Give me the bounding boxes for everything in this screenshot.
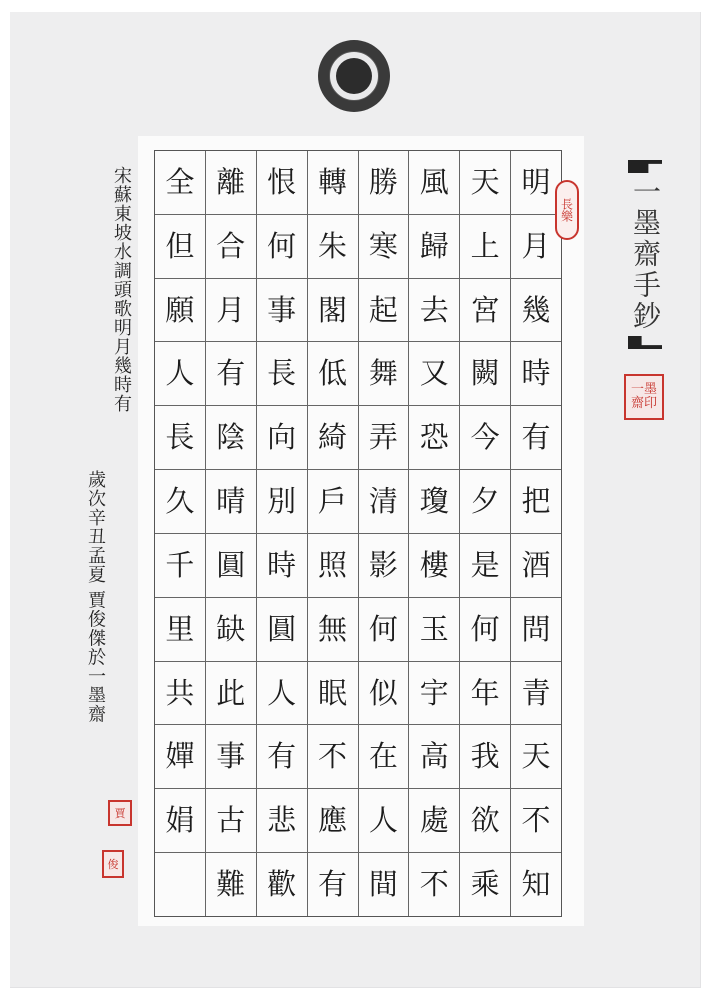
grid-cell-character: 玉 xyxy=(409,598,459,662)
grid-cell-character: 古 xyxy=(206,789,256,853)
page-title: 一墨齋手鈔 xyxy=(629,177,662,332)
grid-cell-character: 何 xyxy=(460,598,510,662)
grid-cell-character: 悲 xyxy=(257,789,307,853)
grid-cell-character: 起 xyxy=(359,279,409,343)
grid-column xyxy=(256,151,307,916)
grid-cell-character: 朱 xyxy=(308,215,358,279)
seal-small-name-2: 俊 xyxy=(102,850,124,878)
character-grid xyxy=(154,150,562,917)
grid-cell-character: 風 xyxy=(409,151,459,215)
grid-cell-character: 共 xyxy=(155,662,205,726)
grid-cell-character: 不 xyxy=(419,867,449,902)
grid-cell-character: 恨 xyxy=(257,151,307,215)
grid-cell-character: 影 xyxy=(359,534,409,598)
grid-cell-character: 知 xyxy=(521,867,551,902)
grid-cell-character: 離 xyxy=(206,151,256,215)
grid-cell-character: 有 xyxy=(257,725,307,789)
grid-cell-character: 嬋 xyxy=(155,725,205,789)
grid-cell-character: 何 xyxy=(359,598,409,662)
grid-cell-character: 是 xyxy=(460,534,510,598)
grid-cell-character: 但 xyxy=(155,215,205,279)
grid-cell-character: 今 xyxy=(460,406,510,470)
grid-cell-character: 照 xyxy=(308,534,358,598)
title-block xyxy=(622,160,668,349)
grid-cell-character: 戶 xyxy=(308,470,358,534)
grid-cell-character: 不 xyxy=(308,725,358,789)
colophon-line-1: 宋蘇東坡水調頭歌明月幾時有 xyxy=(111,166,132,413)
grid-cell-character: 向 xyxy=(257,406,307,470)
grid-cell-character: 宇 xyxy=(409,662,459,726)
grid-cell-character: 應 xyxy=(308,789,358,853)
grid-cell-character: 有 xyxy=(511,406,561,470)
grid-cell-character: 欲 xyxy=(460,789,510,853)
grid-cell-character: 明 xyxy=(511,151,561,215)
grid-column xyxy=(459,151,510,916)
grid-cell-character: 舞 xyxy=(359,342,409,406)
grid-cell-character: 事 xyxy=(206,725,256,789)
grid-cell-character: 轉 xyxy=(308,151,358,215)
grid-cell-character: 事 xyxy=(257,279,307,343)
grid-cell-character: 歡 xyxy=(267,867,297,902)
grid-cell-character: 幾 xyxy=(511,279,561,343)
grid-cell-character: 把 xyxy=(511,470,561,534)
grid-cell-character: 閣 xyxy=(308,279,358,343)
grid-cell-character: 樓 xyxy=(409,534,459,598)
grid-cell-character: 天 xyxy=(511,725,561,789)
seal-oval-stamp: 長樂 xyxy=(555,180,579,240)
grid-cell-character: 長 xyxy=(257,342,307,406)
grid-cell-character: 何 xyxy=(257,215,307,279)
grid-cell-character xyxy=(155,853,205,916)
grid-cell-character: 難 xyxy=(216,867,246,902)
grid-cell-character: 無 xyxy=(308,598,358,662)
grid-column xyxy=(408,151,459,916)
grid-column xyxy=(155,151,205,916)
grid-cell-character: 在 xyxy=(359,725,409,789)
grid-cell-character: 瓊 xyxy=(409,470,459,534)
grid-cell-character: 宮 xyxy=(460,279,510,343)
grid-cell-character: 人 xyxy=(155,342,205,406)
grid-cell-character: 陰 xyxy=(206,406,256,470)
grid-cell-character: 處 xyxy=(409,789,459,853)
grid-cell-character: 里 xyxy=(155,598,205,662)
grid-cell-character: 間 xyxy=(368,867,398,902)
grid-cell-character: 人 xyxy=(257,662,307,726)
grid-cell-character: 恐 xyxy=(409,406,459,470)
grid-cell-character: 圓 xyxy=(257,598,307,662)
grid-cell-character: 時 xyxy=(257,534,307,598)
medallion-emblem xyxy=(318,40,390,112)
grid-cell-character: 闕 xyxy=(460,342,510,406)
grid-cell-character: 又 xyxy=(409,342,459,406)
grid-cell-character: 弄 xyxy=(359,406,409,470)
grid-cell-character: 人 xyxy=(359,789,409,853)
grid-cell-character: 天 xyxy=(460,151,510,215)
grid-cell-character: 似 xyxy=(359,662,409,726)
seal-small-name-1: 賈 xyxy=(108,800,132,826)
bracket-close-icon xyxy=(628,336,662,349)
grid-cell-character: 月 xyxy=(206,279,256,343)
grid-cell-character: 我 xyxy=(460,725,510,789)
grid-cell-character: 夕 xyxy=(460,470,510,534)
grid-cell-character: 清 xyxy=(359,470,409,534)
grid-cell-character: 別 xyxy=(257,470,307,534)
grid-cell-character: 時 xyxy=(511,342,561,406)
grid-cell-character: 乘 xyxy=(470,867,500,902)
medallion-core-icon xyxy=(336,58,372,94)
grid-cell-character: 圓 xyxy=(206,534,256,598)
grid-column xyxy=(307,151,358,916)
grid-column xyxy=(510,151,561,916)
grid-column xyxy=(358,151,409,916)
colophon-line-2: 歲次辛丑孟夏 賈俊傑於一墨齋 xyxy=(85,470,106,724)
seal-square-stamp: 一墨齋印 xyxy=(624,374,664,420)
grid-cell-character: 高 xyxy=(409,725,459,789)
grid-cell-character: 勝 xyxy=(359,151,409,215)
grid-cell-character: 去 xyxy=(409,279,459,343)
grid-cell-character: 合 xyxy=(206,215,256,279)
grid-cell-character: 長 xyxy=(155,406,205,470)
grid-cell-character: 全 xyxy=(155,151,205,215)
grid-cell-character: 年 xyxy=(460,662,510,726)
grid-cell-character: 歸 xyxy=(409,215,459,279)
grid-cell-character: 寒 xyxy=(359,215,409,279)
grid-cell-character: 綺 xyxy=(308,406,358,470)
grid-cell-character: 問 xyxy=(511,598,561,662)
grid-cell-character: 青 xyxy=(511,662,561,726)
calligraphy-sheet xyxy=(138,136,584,926)
grid-cell-character: 有 xyxy=(206,342,256,406)
grid-cell-character: 缺 xyxy=(206,598,256,662)
grid-cell-character: 娟 xyxy=(155,789,205,853)
grid-cell-character: 晴 xyxy=(206,470,256,534)
bracket-open-icon xyxy=(628,160,662,173)
grid-cell-character: 眠 xyxy=(308,662,358,726)
grid-cell-character: 酒 xyxy=(511,534,561,598)
grid-column xyxy=(205,151,256,916)
medallion-inner-ring xyxy=(329,51,379,101)
grid-cell-character: 願 xyxy=(155,279,205,343)
grid-cell-character: 上 xyxy=(460,215,510,279)
grid-cell-character: 此 xyxy=(206,662,256,726)
grid-cell-character: 月 xyxy=(511,215,561,279)
grid-cell-character: 不 xyxy=(511,789,561,853)
grid-cell-character: 久 xyxy=(155,470,205,534)
grid-cell-character: 千 xyxy=(155,534,205,598)
grid-cell-character: 有 xyxy=(318,867,348,902)
grid-cell-character: 低 xyxy=(308,342,358,406)
